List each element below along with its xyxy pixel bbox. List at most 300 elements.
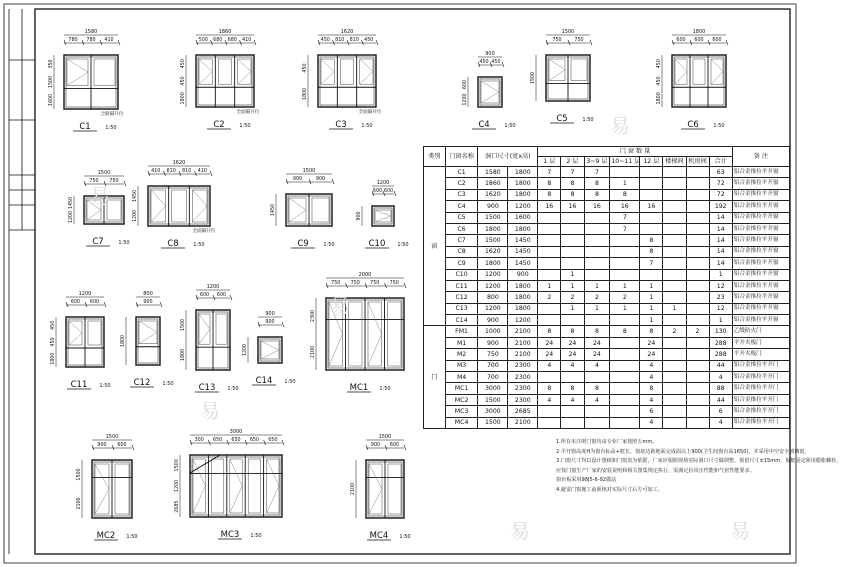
table-cell (640, 189, 663, 200)
drawing-tag: C6 (687, 120, 699, 130)
table-cell: 14 (709, 223, 732, 234)
elevation-c14 (242, 311, 296, 386)
table-cell (584, 269, 610, 280)
table-cell: 7 (610, 223, 640, 234)
table-cell: 2100 (508, 349, 538, 360)
table-cell (663, 292, 686, 303)
table-cell (561, 246, 584, 257)
table-cell: 2100 (508, 337, 538, 348)
drawing-scale: 1:50 (227, 386, 239, 392)
table-cell (538, 372, 561, 383)
table-cell (538, 417, 561, 428)
table-cell: MC1 (445, 383, 478, 394)
note-line: 窗台板采用98J5-6-92做法 (556, 477, 617, 484)
header-floor: 1 层 (538, 157, 561, 167)
sash (139, 321, 157, 344)
sash (340, 59, 353, 84)
frame-inner (150, 188, 208, 224)
sash (312, 198, 329, 222)
table-cell: 1 (663, 303, 686, 314)
drawing-note: 全面隔开位 (358, 110, 382, 115)
table-cell (610, 337, 640, 348)
dimension-text: 450 (364, 38, 374, 43)
watermark: 易 (330, 294, 350, 318)
elevation-c3 (302, 29, 382, 130)
dimension-tick (190, 440, 192, 445)
table-cell: C13 (445, 303, 478, 314)
dimension-text: 650 (249, 438, 259, 443)
table-cell (538, 223, 561, 234)
dimension-text: 750 (109, 179, 119, 184)
table-cell (686, 303, 709, 314)
table-cell: C3 (445, 189, 478, 200)
header-floor: 机房间 (686, 157, 709, 167)
table-cell: C11 (445, 280, 478, 291)
table-cell: 4 (640, 360, 663, 371)
dimension-text: 2100 (311, 345, 316, 359)
sash (549, 59, 565, 81)
table-row (424, 292, 790, 303)
table-cell: C9 (445, 258, 478, 269)
sash (230, 459, 242, 513)
sash (369, 464, 382, 514)
table-cell: 1 (610, 280, 640, 291)
table-cell: 1 (640, 315, 663, 326)
sash (368, 302, 382, 366)
dimension-text: 900 (357, 211, 362, 221)
table-cell (561, 258, 584, 269)
table-cell (640, 167, 663, 178)
header-size: 洞口尺寸(宽x高) (478, 147, 538, 167)
table-cell: 1 (584, 303, 610, 314)
table-cell (610, 372, 640, 383)
table-cell: 4 (709, 417, 732, 428)
table-cell: C1 (445, 167, 478, 178)
dimension-text: 1200 (78, 291, 92, 297)
table-cell (663, 178, 686, 189)
table-cell: 3000 (478, 406, 508, 417)
dimension-tick (164, 171, 166, 176)
table-cell: 1 (640, 303, 663, 314)
table-cell: 8 (640, 326, 663, 337)
elevation-mc1 (310, 272, 406, 393)
drawing-scale: 1:50 (250, 533, 262, 539)
watermark: 易 (90, 184, 110, 208)
dimension-text: 750 (389, 281, 399, 286)
table-cell: 12 (709, 303, 732, 314)
dimension-text: 780 (86, 38, 96, 43)
drawing-scale: 1:50 (504, 123, 516, 129)
table-cell: 1860 (478, 178, 508, 189)
table-cell: 24 (640, 337, 663, 348)
table-row (424, 383, 790, 394)
dimension-text: 500 (198, 38, 208, 43)
table-cell: 2685 (508, 406, 538, 417)
note-line: 应按门窗生产厂家的安装说明和相关图集规定执行，需满足抗风压性能和气密性能要求。 (556, 467, 755, 474)
table-cell (610, 383, 640, 394)
dimension-tick (346, 283, 348, 288)
opening-indicator (261, 341, 279, 359)
table-cell: M2 (445, 349, 478, 360)
table-row (424, 189, 790, 200)
sash (238, 59, 251, 84)
dimension-text: 600 (712, 38, 722, 43)
drawing-tag: C3 (335, 120, 347, 130)
remark-cell: 平开夹板门 (732, 337, 789, 348)
dimension-tick (245, 440, 247, 445)
dimension-tick (112, 445, 114, 450)
header-code: 门窗名称 (445, 147, 478, 167)
dimension-text: 750 (552, 38, 562, 43)
table-row (424, 315, 790, 326)
drawing-note: 全面隔开位 (192, 229, 216, 234)
dimension-text: 1200 (243, 343, 248, 357)
table-cell (663, 235, 686, 246)
table-cell: 2 (538, 292, 561, 303)
dimension-tick (282, 440, 284, 445)
dimension-text: 450 (303, 63, 308, 73)
dimension-text: 1200 (206, 284, 220, 290)
table-cell: 4 (561, 394, 584, 405)
table-cell: 2 (610, 292, 640, 303)
dimension-text: 1620 (172, 160, 186, 166)
table-cell (663, 223, 686, 234)
table-cell (686, 201, 709, 212)
table-cell: 1450 (508, 246, 538, 257)
elevation-mc2 (76, 434, 138, 541)
table-cell: 700 (478, 360, 508, 371)
table-cell: 88 (709, 383, 732, 394)
table-cell: 1620 (478, 246, 508, 257)
dimension-text: 810 (166, 169, 176, 174)
dimension-text: 750 (370, 281, 380, 286)
frame-inner (260, 339, 280, 361)
remark-cell: 铝合金推拉平开门 (732, 417, 789, 428)
table-row (424, 406, 790, 417)
drawing-scale: 1:50 (361, 123, 373, 129)
dimension-text: 600 (372, 189, 383, 194)
table-cell: 8 (584, 189, 610, 200)
table-cell: 130 (709, 326, 732, 337)
table-cell: 2100 (508, 326, 538, 337)
opening-indicator (67, 59, 88, 85)
dimension-tick (148, 171, 150, 176)
dimension-tick (208, 440, 210, 445)
sash (88, 321, 101, 345)
table-cell: 8 (640, 383, 663, 394)
table-cell: C7 (445, 235, 478, 246)
drawing-scale: 1:50 (713, 123, 725, 129)
table-cell: 8 (561, 383, 584, 394)
table-cell: 8 (538, 383, 561, 394)
table-cell: FM1 (445, 326, 478, 337)
table-cell (686, 349, 709, 360)
drawing-note: 全面隔开位 (236, 110, 260, 115)
table-cell: 4 (640, 372, 663, 383)
table-cell: 6 (640, 406, 663, 417)
remark-cell: 铝合金推拉平开门 (732, 406, 789, 417)
elevation-c8 (132, 160, 216, 249)
dimension-tick (546, 40, 548, 45)
table-cell: 1000 (478, 326, 508, 337)
table-cell: 2100 (508, 417, 538, 428)
table-cell: 3000 (478, 383, 508, 394)
table-cell: 24 (538, 349, 561, 360)
elevation-c9 (270, 168, 335, 249)
table-cell: M3 (445, 360, 478, 371)
table-cell: 72 (709, 178, 732, 189)
table-cell: 14 (709, 246, 732, 257)
table-cell (561, 212, 584, 223)
dimension-text: 2100 (77, 497, 82, 510)
table-cell (686, 258, 709, 269)
table-cell: 12 (709, 280, 732, 291)
dimension-text: 1450 (133, 189, 138, 203)
table-cell (663, 246, 686, 257)
dimension-text: 780 (68, 38, 78, 43)
table-cell: 8 (561, 189, 584, 200)
table-cell: 1450 (508, 258, 538, 269)
table-cell (663, 280, 686, 291)
table-cell: C10 (445, 269, 478, 280)
remark-cell: 铝合金推拉平开窗 (732, 201, 789, 212)
table-cell (584, 246, 610, 257)
header-quantity: 门 窗 数 量 (538, 147, 733, 157)
drawing-scale: 1:50 (99, 383, 111, 389)
sash (115, 464, 129, 514)
table-cell: 4 (584, 360, 610, 371)
table-row (424, 303, 790, 314)
table-cell: 1500 (478, 212, 508, 223)
table-cell: 1 (640, 292, 663, 303)
elevation-c11 (50, 291, 111, 390)
table-cell: 288 (709, 337, 732, 348)
dimension-tick (64, 40, 66, 45)
remark-cell: 铝合金推拉平开窗 (732, 235, 789, 246)
table-cell (663, 258, 686, 269)
table-cell (663, 337, 686, 348)
table-cell: 24 (538, 337, 561, 348)
remark-cell: 铝合金推拉平开门 (732, 360, 789, 371)
elevation-c1 (48, 29, 124, 132)
table-cell: 8 (561, 178, 584, 189)
opening-indicator (139, 321, 157, 344)
dimension-tick (66, 302, 68, 307)
table-cell (538, 303, 561, 314)
dimension-tick (104, 302, 106, 307)
remark-cell: 铝合金推拉平开窗 (732, 223, 789, 234)
dimension-text: 600 (389, 443, 400, 448)
dimension-tick (404, 445, 406, 450)
dimension-text: 900 (292, 177, 303, 182)
table-row (424, 201, 790, 212)
table-cell (538, 212, 561, 223)
table-cell: 1500 (478, 235, 508, 246)
sash (349, 302, 363, 366)
table-cell: 1200 (508, 201, 538, 212)
table-cell: 2 (584, 292, 610, 303)
table-cell: 1 (561, 269, 584, 280)
table-cell: 900 (478, 315, 508, 326)
drawing-tag: C13 (198, 383, 216, 393)
dimension-text: 600 (694, 38, 704, 43)
dimension-text: 1200 (376, 180, 390, 186)
dimension-tick (326, 283, 328, 288)
sash (267, 459, 279, 513)
dimension-text: 1500 (105, 434, 119, 440)
table-row (424, 258, 790, 269)
frame-inner (374, 208, 392, 224)
dimension-text: 410 (197, 169, 207, 174)
table-cell: 4 (561, 360, 584, 371)
table-cell: C12 (445, 292, 478, 303)
table-cell (686, 394, 709, 405)
table-cell: 1600 (508, 212, 538, 223)
dimension-text: 650 (213, 438, 223, 443)
table-cell (610, 360, 640, 371)
table-row (424, 223, 790, 234)
table-cell (686, 178, 709, 189)
note-line: 4.避雷门窗施工前须核对实际尺寸后方可加工。 (556, 486, 663, 493)
table-cell (561, 372, 584, 383)
dimension-tick (332, 179, 334, 184)
remark-cell: 铝合金推拉平开窗 (732, 280, 789, 291)
table-cell: 288 (709, 349, 732, 360)
table-cell: C5 (445, 212, 478, 223)
header-remarks: 备 注 (732, 147, 789, 167)
opening-indicator (151, 190, 166, 222)
dimension-tick (100, 40, 102, 45)
drawing-tag: C9 (297, 239, 309, 249)
table-cell (538, 269, 561, 280)
drawing-tag: C11 (70, 380, 88, 390)
dimension-text: 600 (89, 300, 100, 305)
table-cell: 1200 (508, 315, 538, 326)
dimension-text: 1580 (84, 29, 98, 35)
dimension-text: 1800 (51, 352, 56, 365)
dimension-text: 900 (370, 443, 381, 448)
table-cell: MC2 (445, 394, 478, 405)
table-row (424, 246, 790, 257)
dimension-text: 1800 (121, 334, 126, 348)
opening-indicator (289, 198, 306, 222)
table-cell: 4 (538, 394, 561, 405)
drawing-tag: C12 (133, 378, 151, 388)
frame-outline (196, 55, 254, 107)
dimension-text: 600 (216, 293, 227, 298)
dimension-text: 450 (51, 337, 56, 347)
remark-cell: 铝合金推拉平开窗 (732, 303, 789, 314)
remark-cell: 平开夹板门 (732, 349, 789, 360)
table-cell: 1620 (478, 189, 508, 200)
table-cell (686, 383, 709, 394)
sash (289, 198, 306, 222)
remark-cell: 铝合金推拉平开窗 (732, 269, 789, 280)
frame-outline (136, 317, 160, 365)
dimension-tick (690, 40, 692, 45)
remark-cell: 铝合金推拉平开窗 (732, 189, 789, 200)
elevation-c12 (120, 291, 174, 388)
frame-inner (138, 319, 158, 363)
table-cell (584, 258, 610, 269)
table-cell (640, 269, 663, 280)
dimension-tick (365, 283, 367, 288)
table-cell (610, 258, 640, 269)
dimension-text: 1500 (378, 434, 392, 440)
table-cell (610, 315, 640, 326)
table-cell (663, 360, 686, 371)
table-cell: 1800 (508, 280, 538, 291)
dimension-text: 2000 (358, 272, 372, 278)
table-cell: 4 (640, 394, 663, 405)
table-cell (584, 315, 610, 326)
table-cell: 8 (584, 178, 610, 189)
table-row (424, 269, 790, 280)
elevation-c10 (356, 180, 409, 249)
sash (248, 459, 260, 513)
dimension-text: 1500 (181, 318, 186, 332)
door-window-schedule-table (423, 146, 790, 429)
table-cell: 1800 (478, 258, 508, 269)
dimension-tick (258, 322, 260, 327)
opening-indicator (549, 59, 565, 81)
sash (388, 302, 402, 366)
dimension-text: 450 (320, 38, 330, 43)
table-row (424, 337, 790, 348)
table-cell: 16 (538, 201, 561, 212)
table-cell: 2 (561, 292, 584, 303)
table-cell: 1800 (508, 292, 538, 303)
sash (211, 459, 223, 513)
table-cell: 1 (561, 303, 584, 314)
table-cell: 7 (584, 167, 610, 178)
table-cell: 1800 (508, 178, 538, 189)
opening-indicator (192, 190, 207, 222)
opening-indicator (481, 81, 499, 103)
dimension-text: 1800 (181, 348, 186, 362)
elevation-c4 (462, 51, 516, 130)
table-cell (561, 417, 584, 428)
table-cell (561, 235, 584, 246)
dimension-text: 450 (491, 60, 501, 65)
table-cell (538, 315, 561, 326)
table-cell (663, 201, 686, 212)
dimension-text: 1200 (463, 93, 468, 106)
dimension-tick (195, 171, 197, 176)
dimension-tick (404, 283, 406, 288)
table-cell: 44 (709, 394, 732, 405)
frame-outline (672, 55, 726, 107)
remark-cell: 铝合金推拉平开窗 (732, 167, 789, 178)
table-cell: 4 (640, 417, 663, 428)
sash (693, 59, 705, 84)
remark-cell: 铝合金推拉平开窗 (732, 292, 789, 303)
table-row (424, 417, 790, 428)
table-row (424, 326, 790, 337)
table-cell: 16 (561, 201, 584, 212)
dimension-tick (92, 445, 94, 450)
table-cell: 1 (584, 280, 610, 291)
dimension-text: 680 (227, 38, 237, 43)
dimension-text: 900 (315, 177, 326, 182)
dimension-text: 410 (242, 38, 252, 43)
drawing-scale: 1:50 (399, 534, 411, 540)
table-cell (686, 269, 709, 280)
dimension-text: 1500 (531, 71, 536, 85)
table-row (424, 235, 790, 246)
table-cell: MC4 (445, 417, 478, 428)
category-cell: 窗 (424, 167, 446, 326)
